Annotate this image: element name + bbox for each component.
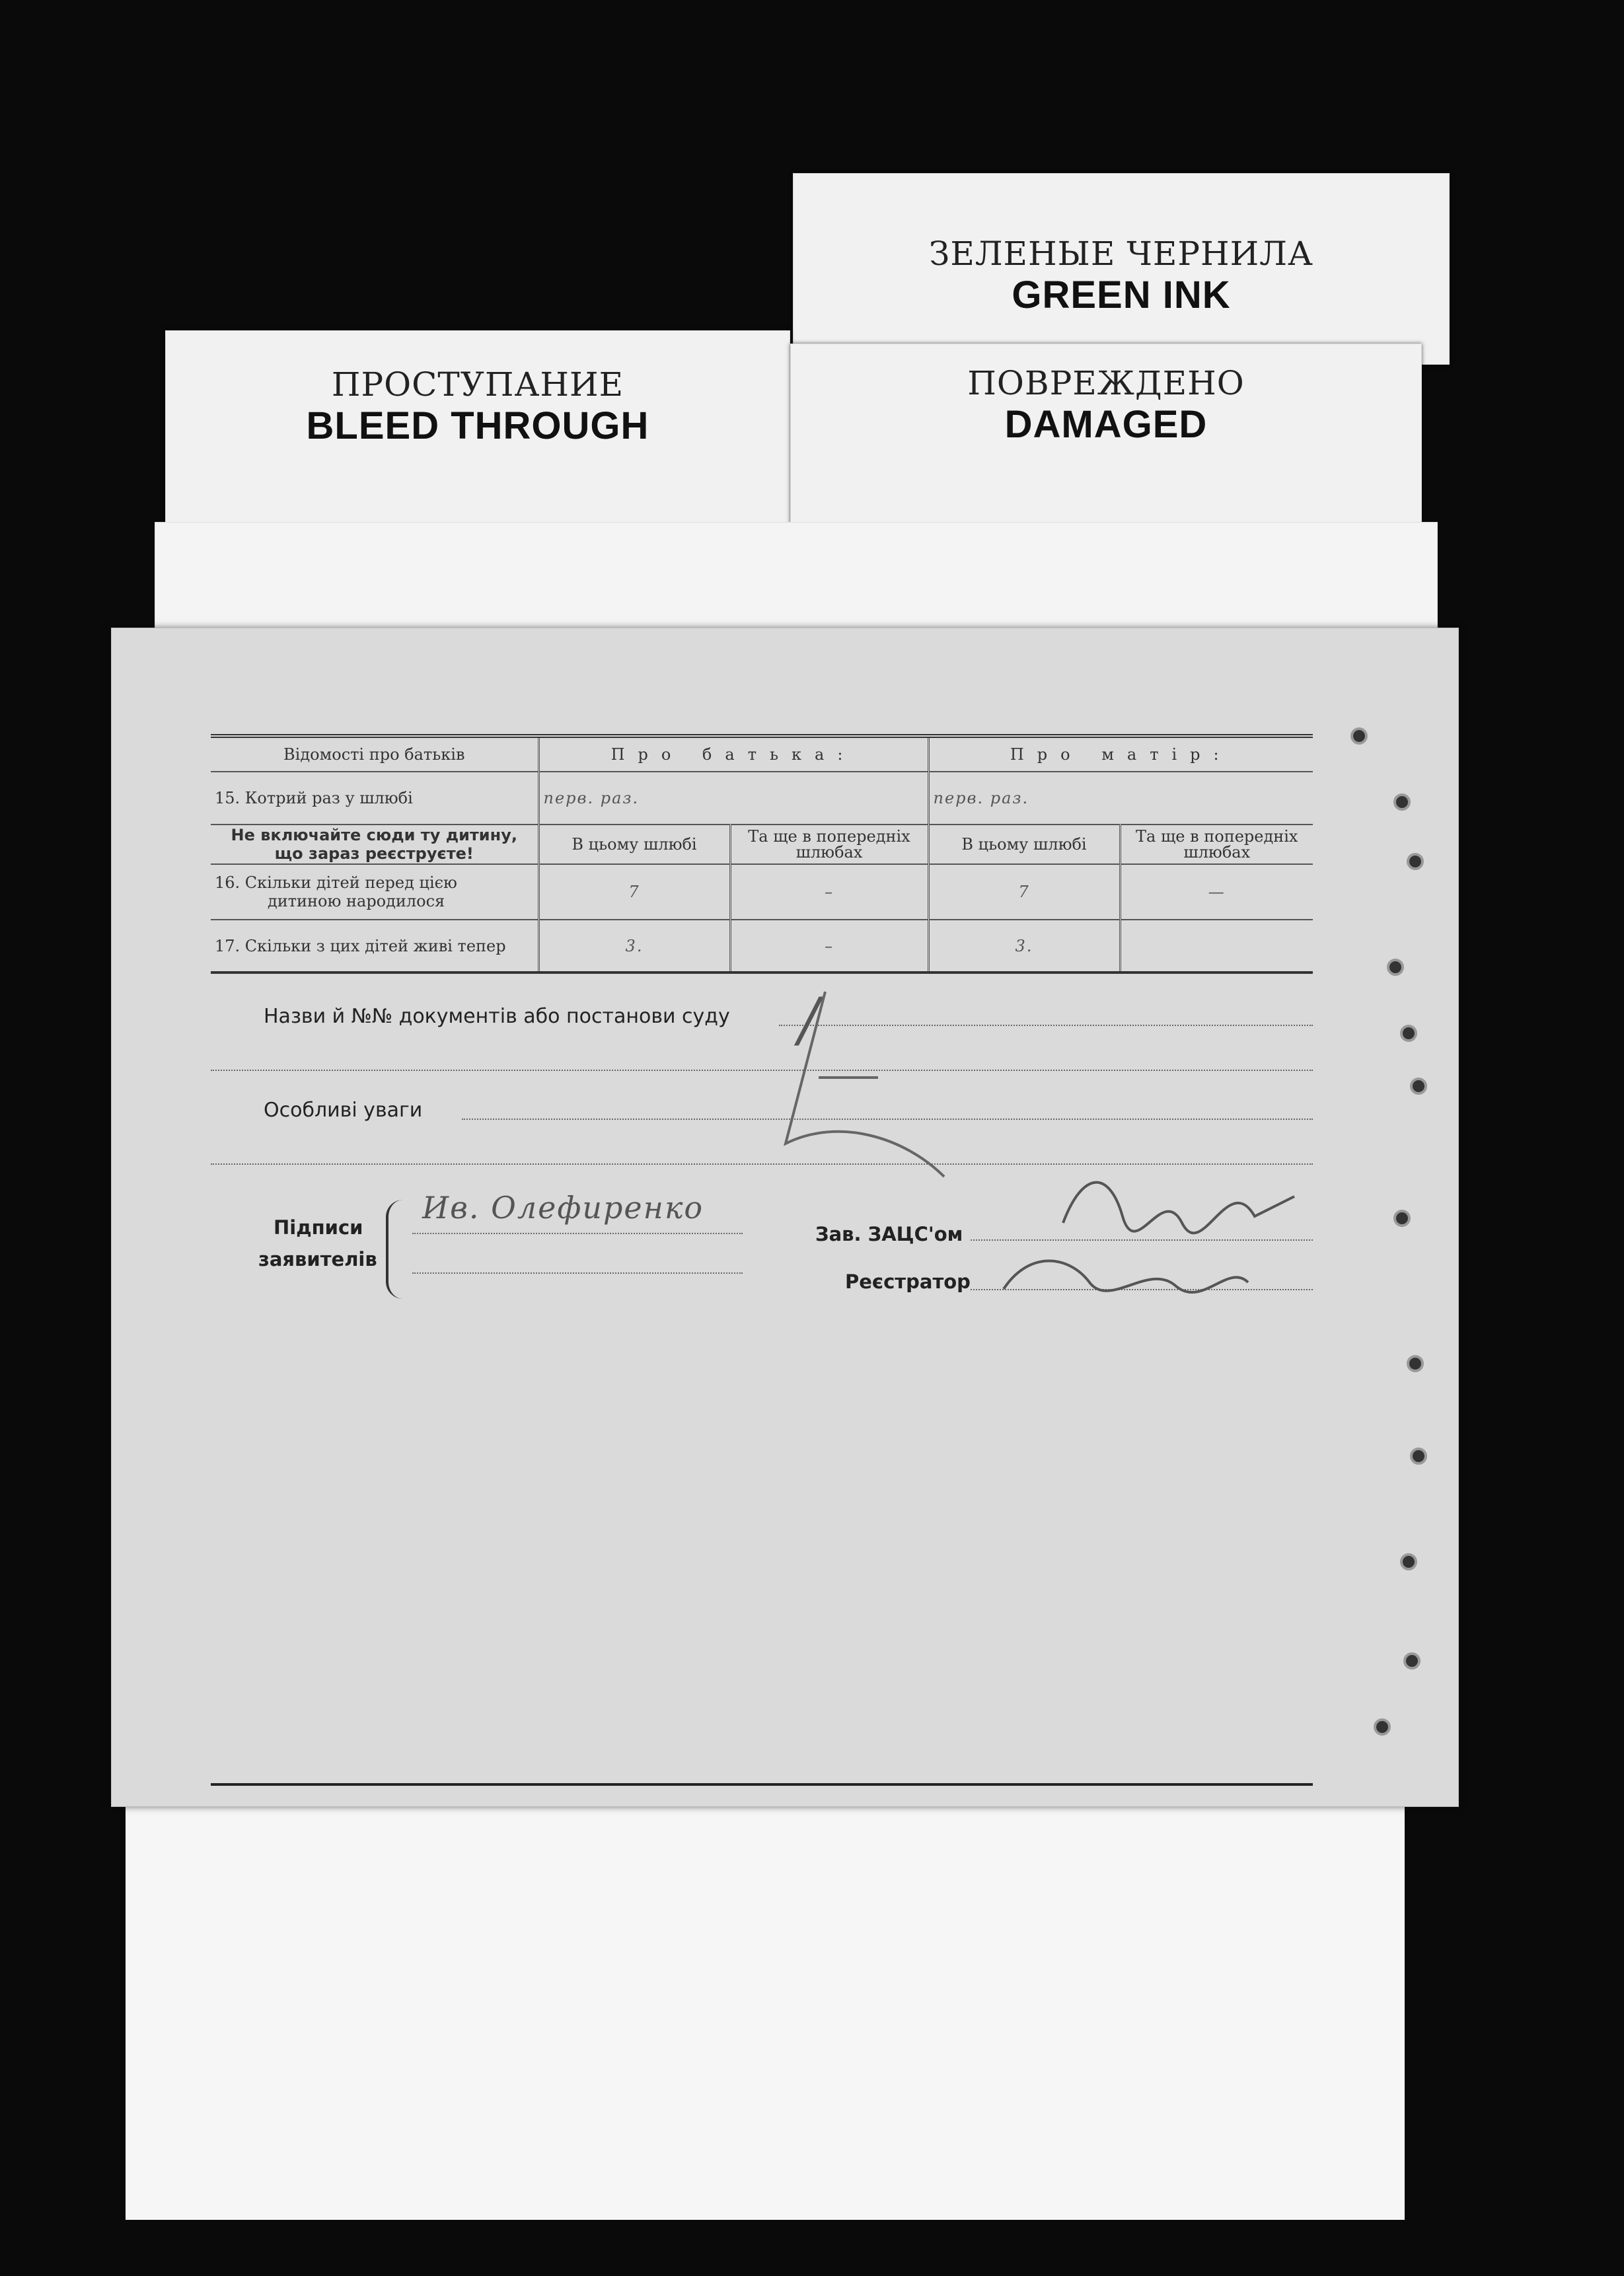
mother-previous-marriages-header: Та ще в попередніх шлюбах <box>1136 827 1298 862</box>
row-17-label: 17. Скільки з цих дітей живі тепер <box>211 920 538 973</box>
bleed-through-en: BLEED THROUGH <box>306 404 649 447</box>
row-16 <box>211 864 1313 920</box>
punch-hole <box>1407 1355 1424 1372</box>
punch-hole <box>1410 1078 1427 1095</box>
punch-hole <box>1407 853 1424 870</box>
damaged-card <box>790 344 1422 542</box>
punch-hole <box>1403 1652 1421 1670</box>
damaged-en: DAMAGED <box>1004 403 1208 446</box>
row-17-father-prev: – <box>730 920 928 973</box>
lower-backing-sheet <box>126 1784 1405 2220</box>
applicant-signature: Ив. Олефиренко <box>422 1190 704 1226</box>
signatures-bracket <box>386 1200 403 1299</box>
note-line-2: що зараз реєструєте! <box>274 844 474 863</box>
mother-this-marriage-header: В цьому шлюбі <box>928 825 1120 864</box>
documents-value: / <box>799 985 821 1054</box>
form-table-area <box>211 734 1313 974</box>
remarks-label: Особливі уваги <box>264 1099 423 1122</box>
bleed-through-card <box>165 330 790 535</box>
row-17 <box>211 920 1313 973</box>
head-label: Зав. ЗАЦС'ом <box>815 1223 963 1245</box>
green-ink-ru: ЗЕЛЕНЫЕ ЧЕРНИЛА <box>929 235 1313 273</box>
row-15-mother-value: перв. раз. <box>933 789 1029 807</box>
father-this-marriage-header: В цьому шлюбі <box>538 825 730 864</box>
documents-strike-scribble <box>706 985 957 1183</box>
green-ink-en: GREEN INK <box>1012 274 1231 316</box>
form-bottom-rule <box>211 1783 1313 1786</box>
row-16-father-prev: – <box>730 864 928 920</box>
row-15 <box>211 772 1313 825</box>
row-16-mother-this: 7 <box>928 864 1120 920</box>
row-17-mother-this: 3. <box>928 920 1120 973</box>
punch-hole <box>1393 793 1411 811</box>
note-line-1: Не включайте сюди ту дитину, <box>231 826 517 844</box>
row-17-father-this: 3. <box>538 920 730 973</box>
row-16-label-line-1: 16. Скільки дітей перед цією <box>215 873 457 892</box>
punch-hole <box>1400 1025 1417 1042</box>
registrar-label: Реєстратор <box>845 1270 971 1293</box>
table-header-row <box>211 736 1313 772</box>
punch-hole <box>1400 1553 1417 1570</box>
green-ink-card <box>793 173 1450 365</box>
signatures-label-line-2: заявителів <box>258 1248 377 1270</box>
header-mother: Про матір: <box>1010 745 1232 764</box>
punch-hole <box>1350 727 1368 745</box>
row-15-father-value: перв. раз. <box>538 772 928 825</box>
punch-hole <box>1393 1210 1411 1227</box>
punch-hole <box>1387 959 1404 976</box>
registration-form <box>111 628 1459 1807</box>
header-parents-info: Відомості про батьків <box>211 736 538 772</box>
damaged-ru: ПОВРЕЖДЕНО <box>967 364 1245 402</box>
row-15-label: 15. Котрий раз у шлюбі <box>211 772 538 825</box>
row-16-father-this: 7 <box>538 864 730 920</box>
header-father: Про батька: <box>538 736 928 772</box>
row-16-label-line-2: дитиною народилося <box>268 892 445 910</box>
official-signatures-scribble <box>964 1144 1308 1302</box>
parents-info-table <box>211 734 1313 974</box>
subheader-row <box>211 825 1313 864</box>
row-16-mother-prev: — <box>1208 883 1226 901</box>
punch-hole <box>1374 1718 1391 1736</box>
punch-hole <box>1410 1448 1427 1465</box>
applicant-signature-line-1 <box>412 1233 743 1234</box>
signatures-label-line-1: Підписи <box>274 1216 363 1239</box>
row-17-mother-prev <box>1120 920 1313 973</box>
documents-label: Назви й №№ документів або постанови суду <box>264 1005 730 1028</box>
father-previous-marriages-header: Та ще в попередніх шлюбах <box>730 825 928 864</box>
row-16-label <box>211 864 538 920</box>
applicant-signature-line-2 <box>412 1272 743 1274</box>
subheader-note <box>211 825 538 864</box>
bleed-through-ru: ПРОСТУПАНИЕ <box>331 365 624 404</box>
